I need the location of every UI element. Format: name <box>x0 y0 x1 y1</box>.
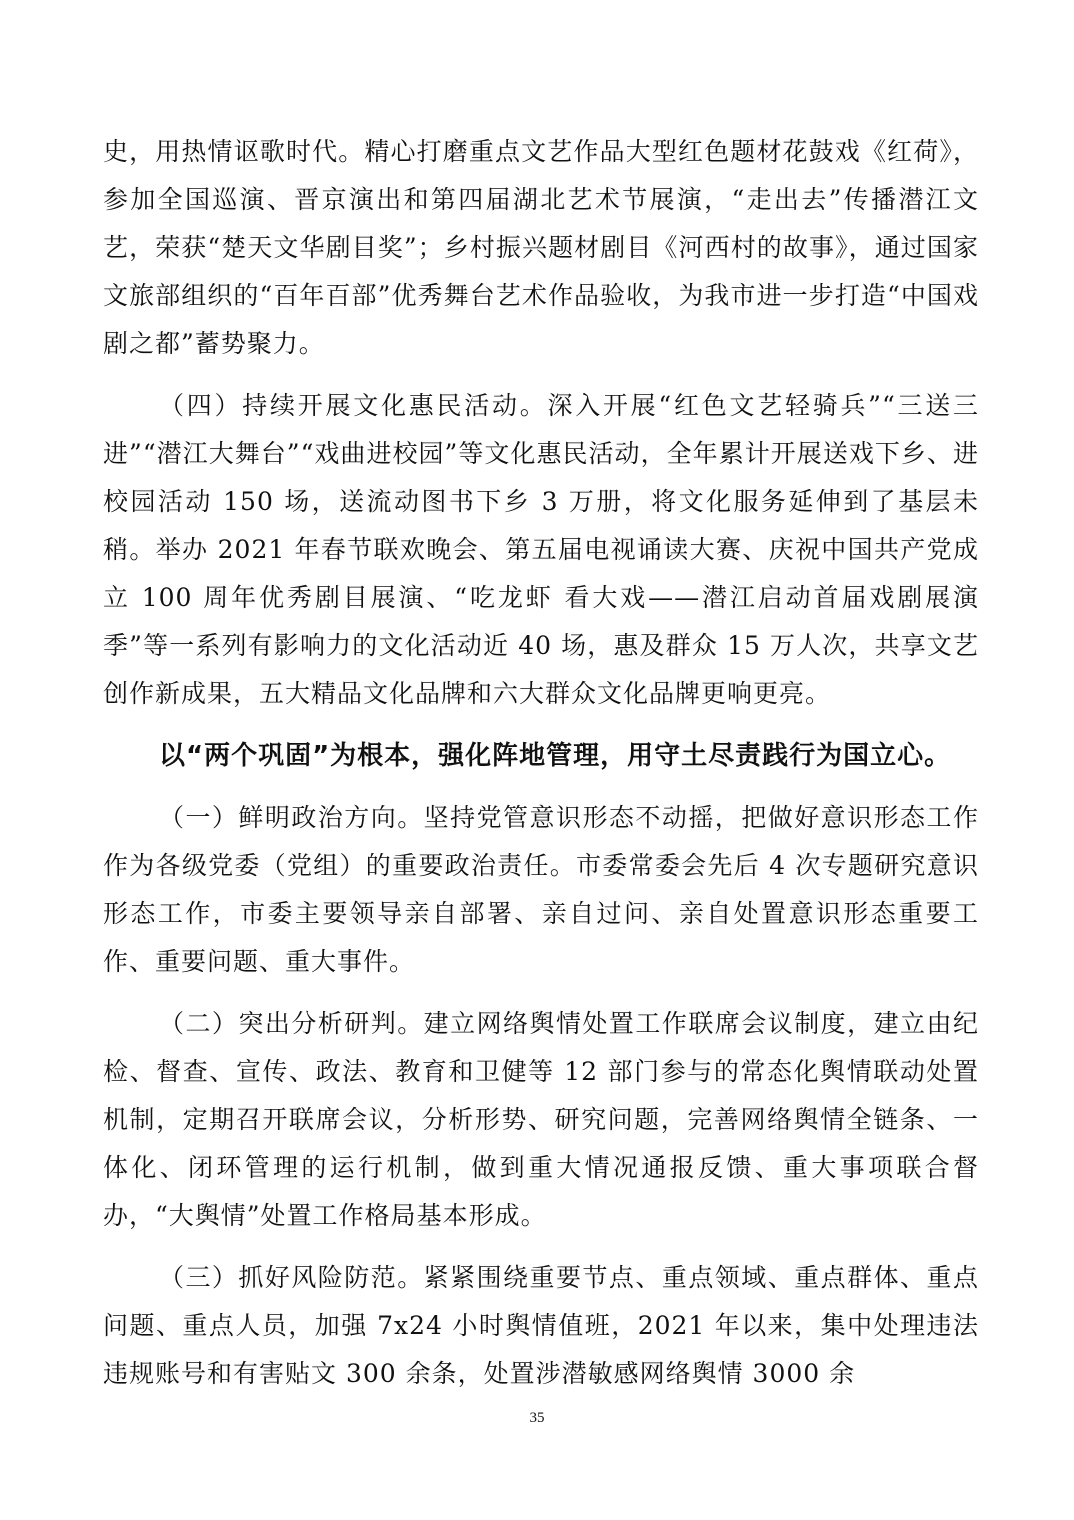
paragraph-section-four: （四）持续开展文化惠民活动。深入开展“红色文艺轻骑兵”“三送三进”“潜江大舞台”“戏曲进校园”等文化惠民活动，全年累计开展送戏下乡、进校园活动 150 场，送流动图书下乡 3 万册，将文化服务延伸到了基层未稍。举办 2021 年春节联欢晚会、第五届电视诵读大赛、庆祝中国共产党成立 100 周年优秀剧目展演、“吃龙虾 看大戏——潜江启动首届戏剧展演季”等一系列有影响力的文化活动近 40 场，惠及群众 15 万人次，共享文艺创作新成果，五大精品文化品牌和六大群众文化品牌更响更亮。 <box>103 391 979 708</box>
page-number: 35 <box>529 1410 545 1426</box>
paragraph-continuation: 史，用热情讴歌时代。精心打磨重点文艺作品大型红色题材花鼓戏《红荷》，参加全国巡演、晋京演出和第四届湖北艺术节展演，“走出去”传播潜江文艺，荣获“楚天文华剧目奖”；乡村振兴题材剧目《河西村的故事》，通过国家文旅部组织的“百年百部”优秀舞台艺术作品验收，为我市进一步打造“中国戏剧之都”蓄势聚力。 <box>103 137 979 358</box>
section-heading: 以“两个巩固”为根本，强化阵地管理，用守土尽责践行为国立心。 <box>159 741 952 771</box>
paragraph-section-three: （三）抓好风险防范。紧紧围绕重要节点、重点领域、重点群体、重点问题、重点人员，加强 7x24 小时舆情值班，2021 年以来，集中处理违法违规账号和有害贴文 300 余条，处置涉潜敏感网络舆情 3000 余 <box>103 1263 979 1388</box>
document-body <box>103 128 979 1412</box>
paragraph-section-two: （二）突出分析研判。建立网络舆情处置工作联席会议制度，建立由纪检、督查、宣传、政法、教育和卫健等 12 部门参与的常态化舆情联动处置机制，定期召开联席会议，分析形势、研究问题，完善网络舆情全链条、一体化、闭环管理的运行机制，做到重大情况通报反馈、重大事项联合督办，“大舆情”处置工作格局基本形成。 <box>103 1009 979 1230</box>
paragraph-section-one: （一）鲜明政治方向。坚持党管意识形态不动摇，把做好意识形态工作作为各级党委（党组）的重要政治责任。市委常委会先后 4 次专题研究意识形态工作，市委主要领导亲自部署、亲自过问、亲自处置意识形态重要工作、重要问题、重大事件。 <box>103 803 979 976</box>
